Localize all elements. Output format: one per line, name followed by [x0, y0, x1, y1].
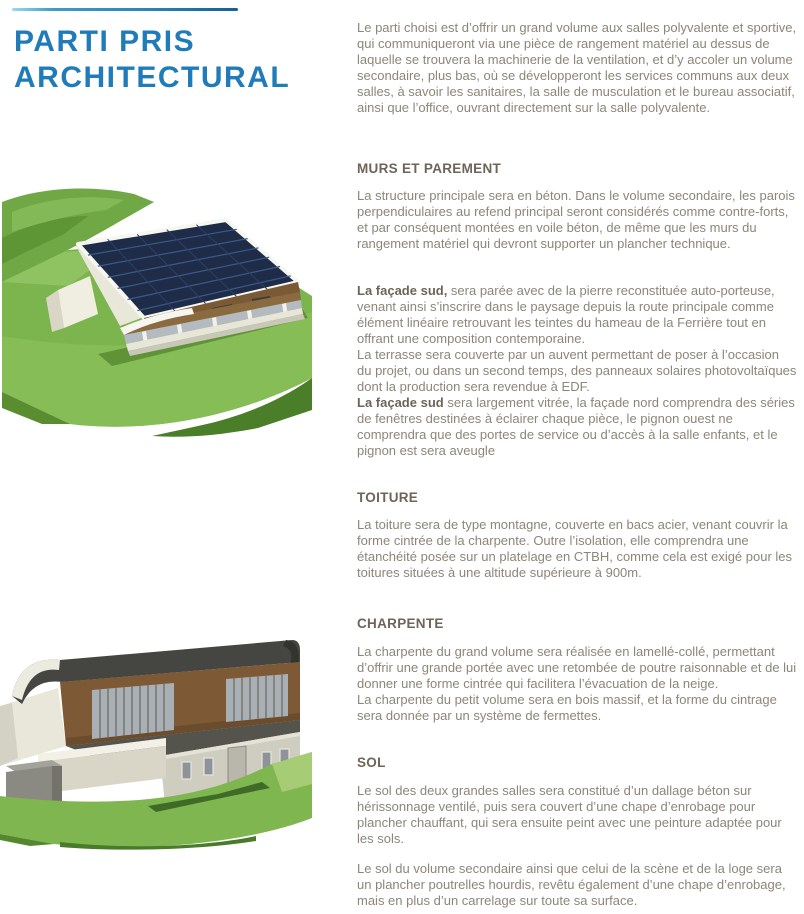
page-title-line1: PARTI PRIS	[14, 25, 196, 58]
facade-block	[357, 283, 797, 459]
render-building-solar-roof	[2, 186, 312, 438]
text-column	[357, 0, 797, 914]
murs-paragraph: La structure principale sera en béton. Dans le volume secondaire, les parois perpendiculaires au refend principal seront considérés comme contre-forts, et par conséquent montées en voile béton, de même que les murs du rangement matériel qui devront supporter un plancher technique.	[357, 188, 795, 251]
charpente-paragraph-1: La charpente du grand volume sera réalisée en lamellé-collé, permettant d’offrir une grande portée avec une retombée de poutre raisonnable et de lui donner une forme cintrée qui facilitera l’évacuation de la neige.	[357, 644, 797, 691]
section-heading-toiture: TOITURE	[357, 490, 419, 505]
toiture-paragraph: La toiture sera de type montagne, couverte en bacs acier, venant couvrir la forme cintrée de la charpente. Outre l’isolation, elle comprendra une étanchéité posée sur un platelage en CTBH, comme cela est exigé pour les toitures situées à une altitude supérieure à 900m.	[357, 517, 793, 580]
page-title-line2: ARCHITECTURAL	[14, 61, 291, 94]
title-accent-line	[12, 8, 238, 11]
facade-text-2: sera largement vitrée, la façade nord comprendra des séries de fenêtres destinées à éclairer chaque pièce, le pignon ouest ne comprendra que des portes de service ou d’accès à la salle enfants, et le pignon est sera aveugle	[357, 395, 795, 458]
facade-bold-1: La façade sud,	[357, 283, 448, 298]
charpente-paragraph-2: La charpente du petit volume sera en bois massif, et la forme du cintrage sera donnée par un système de fermettes.	[357, 692, 777, 723]
intro-paragraph: Le parti choisi est d’offrir un grand volume aux salles polyvalente et sportive, qui communiqueront via une pièce de rangement matériel au dessus de laquelle se trouvera la machinerie de la ventilation, et d’y accoler un volume secondaire, plus bas, où se développeront les services communs aux deux salles, à savoir les sanitaires, la salle de musculation et le bureau associatif, ainsi que l’office, ouvrant directement sur la salle polyvalente.	[357, 20, 797, 115]
page-title	[14, 24, 290, 96]
clerestory-windows-left	[92, 683, 174, 739]
section-heading-sol: SOL	[357, 755, 386, 770]
facade-paragraph-3	[357, 395, 797, 459]
facade-bold-2: La façade sud	[357, 395, 444, 410]
facade-text-1: sera parée avec de la pierre reconstituée auto-porteuse, venant ainsi s’inscrire dans le paysage depuis la route principale comme élément linéaire retrouvant les teintes du hameau de la Ferrière tout en offrant une composition contemporaine.	[357, 283, 775, 346]
render-building-solar-roof-drawing	[2, 186, 312, 438]
sol-paragraph-1: Le sol des deux grandes salles sera constitué d’un dallage béton sur hérissonnage ventilé, puis sera couvert d’une chape d’enrobage pour plancher chauffant, qui sera ensuite peint avec une peinture adaptée pour les sols.	[357, 783, 782, 846]
sol-paragraph-2: Le sol du volume secondaire ainsi que celui de la scène et de la loge sera un plancher poutrelles hourdis, revêtu également d’une chape d’enrobage, mais en plus d’un carrelage sur toute sa surface.	[357, 861, 786, 908]
section-heading-murs: MURS ET PAREMENT	[357, 161, 502, 176]
clerestory-windows-right	[226, 674, 288, 722]
section-heading-charpente: CHARPENTE	[357, 616, 444, 631]
facade-paragraph-2: La terrasse sera couverte par un auvent permettant de poser à l’occasion du projet, ou dans un second temps, des panneaux solaires photovoltaïques dont la production sera revendue à EDF.	[357, 347, 797, 394]
render-building-curved-roof-drawing	[0, 606, 312, 854]
facade-paragraph-1	[357, 283, 797, 347]
render-building-curved-roof	[0, 606, 312, 854]
charpente-block	[357, 644, 797, 724]
